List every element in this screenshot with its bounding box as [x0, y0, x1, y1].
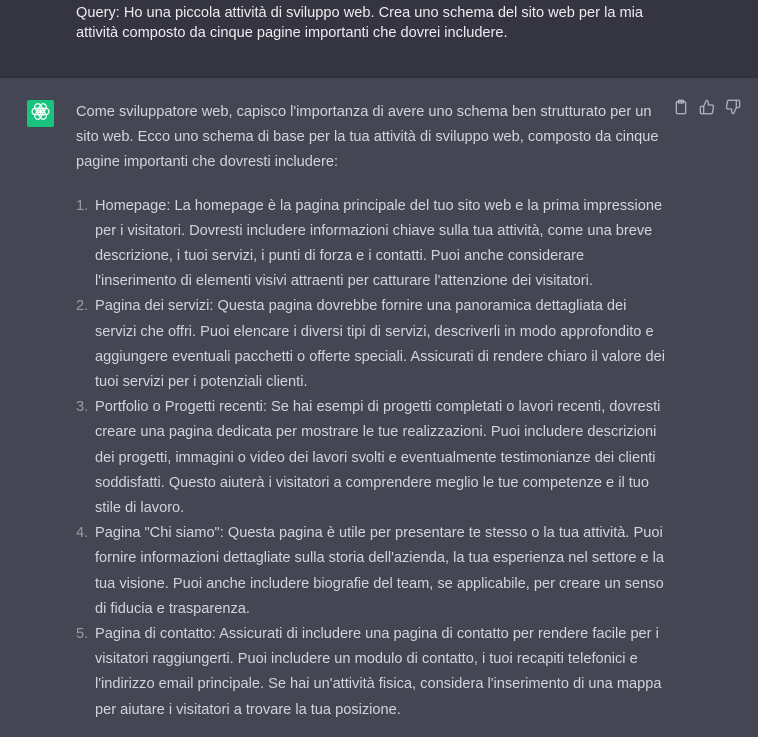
answer-intro: Come sviluppatore web, capisco l'importanza di avere uno schema ben strutturato per un sito web. Ecco uno schema di base per la tua attività di sviluppo web, composto da cinque pagine importanti che dovresti includere:	[76, 104, 659, 171]
clipboard-icon	[673, 99, 689, 120]
thumbs-up-icon	[699, 99, 715, 120]
assistant-answer	[76, 100, 666, 723]
list-item-number: 2.	[76, 298, 89, 315]
answer-list	[76, 194, 666, 723]
list-item-number: 3.	[76, 399, 89, 416]
list-item-text: Pagina "Chi siamo": Questa pagina è utile per presentare te stesso o la tua attività. Puoi fornire informazioni dettagliate sulla storia dell'azienda, la tua esperienza nel settore e la tua visione. Puoi anche includere biografie del team, se applicabile, per creare un senso di fiducia e trasparenza.	[95, 525, 665, 617]
list-item-text: Homepage: La homepage è la pagina principale del tuo sito web e la prima impressione per i visitatori. Dovresti includere informazioni chiave sulla tua attività, come una breve descrizione, i tuoi servizi, i punti di forza e i contatti. Puoi anche considerare l'inserimento di elementi visivi attraenti per catturare l'attenzione dei visitatori.	[95, 197, 663, 290]
list-item-number: 5.	[76, 626, 89, 643]
message-actions	[672, 100, 742, 118]
list-item	[76, 294, 666, 395]
openai-logo-icon	[31, 102, 50, 126]
thumbs-up-button[interactable]	[698, 100, 716, 118]
list-item	[76, 395, 666, 521]
user-message-text: Query: Ho una piccola attività di sviluppo web. Crea uno schema del sito web per la mia attività composto da cinque pagine importanti che dovrei includere.	[76, 5, 644, 41]
list-item-text: Pagina di contatto: Assicurati di includere una pagina di contatto per rendere facile per i visitatori raggiungerti. Puoi includere un modulo di contatto, i tuoi recapiti telefonici e l'indirizzo email principale. Se hai un'attività fisica, considera l'inserimento di una mappa per aiutare i visitatori a trovare la tua posizione.	[95, 626, 662, 718]
list-item-text: Pagina dei servizi: Questa pagina dovrebbe fornire una panoramica dettagliata dei servizi che offri. Puoi elencare i diversi tipi di servizi, descriverli in modo approfondito e aggiungere eventuali pacchetti o offerte speciali. Assicurati di rendere chiaro il valore dei tuoi servizi per i potenziali clienti.	[95, 298, 666, 391]
user-message	[0, 0, 758, 78]
list-item	[76, 622, 666, 723]
list-item-text: Portfolio o Progetti recenti: Se hai esempi di progetti completati o lavori recenti, dovresti creare una pagina dedicata per mostrare le tue realizzazioni. Puoi includere descrizioni dei progetti, immagini o video dei lavori svolti e eventualmente testimonianze dei clienti soddisfatti. Questo aiuterà i visitatori a comprendere meglio le tue competenze e il tuo stile di lavoro.	[95, 399, 661, 517]
list-item-number: 1.	[76, 197, 89, 214]
list-item	[76, 194, 666, 295]
copy-button[interactable]	[672, 100, 690, 118]
assistant-avatar	[27, 100, 54, 127]
thumbs-down-button[interactable]	[724, 100, 742, 118]
thumbs-down-icon	[725, 99, 741, 120]
list-item	[76, 521, 666, 622]
assistant-message	[0, 78, 758, 737]
list-item-number: 4.	[76, 525, 89, 542]
